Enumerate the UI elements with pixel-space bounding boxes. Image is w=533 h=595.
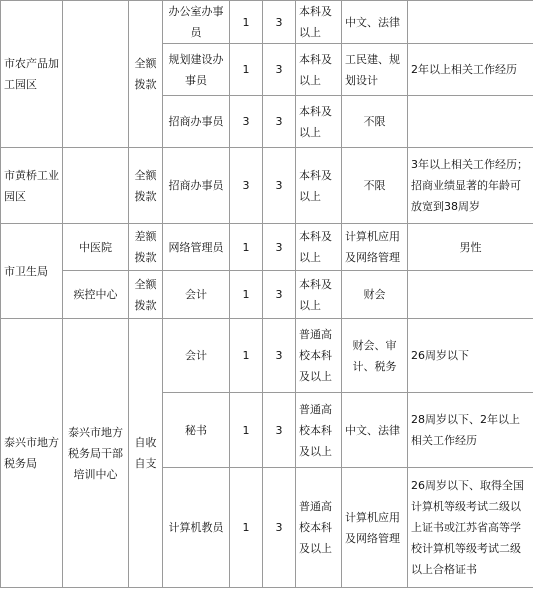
unit-cell: 市黄桥工业园区 [1,148,63,224]
other-cell [408,1,533,44]
education-cell: 本科及以上 [296,1,342,44]
education-cell: 本科及以上 [296,96,342,148]
position-cell: 招商办事员 [163,148,230,224]
position-cell: 招商办事员 [163,96,230,148]
position-cell: 网络管理员 [163,224,230,271]
sub-unit-cell: 泰兴市地方税务局干部培训中心 [63,319,129,588]
other-cell: 28周岁以下、2年以上相关工作经历 [408,393,533,468]
count-cell: 1 [230,1,263,44]
major-cell: 中文、法律 [342,1,408,44]
education-cell: 本科及以上 [296,271,342,319]
education-cell: 本科及以上 [296,148,342,224]
count-cell: 1 [230,44,263,96]
education-cell: 本科及以上 [296,224,342,271]
unit-cell: 市农产品加工园区 [1,1,63,148]
major-cell: 不限 [342,96,408,148]
major-cell: 计算机应用及网络管理 [342,468,408,588]
code-cell: 3 [263,44,296,96]
unit-cell: 泰兴市地方税务局 [1,319,63,588]
position-cell: 规划建设办事员 [163,44,230,96]
funding-cell: 自收自支 [129,319,163,588]
count-cell: 3 [230,96,263,148]
code-cell: 3 [263,1,296,44]
sub-unit-cell [63,1,129,148]
table-row [1,148,533,224]
other-cell: 26周岁以下、取得全国计算机等级考试二级以上证书或江苏省高等学校计算机等级考试二级以上合格证书 [408,468,533,588]
position-cell: 会计 [163,271,230,319]
code-cell: 3 [263,148,296,224]
funding-cell: 全额拨款 [129,148,163,224]
major-cell: 中文、法律 [342,393,408,468]
table-row [1,319,533,393]
other-cell [408,271,533,319]
unit-cell: 市卫生局 [1,224,63,319]
major-cell: 计算机应用及网络管理 [342,224,408,271]
major-cell: 财会、审计、税务 [342,319,408,393]
other-cell: 男性 [408,224,533,271]
funding-cell: 全额拨款 [129,1,163,148]
count-cell: 1 [230,224,263,271]
education-cell: 普通高校本科及以上 [296,468,342,588]
major-cell: 不限 [342,148,408,224]
sub-unit-cell: 疾控中心 [63,271,129,319]
table-row [1,224,533,271]
count-cell: 3 [230,148,263,224]
code-cell: 3 [263,271,296,319]
position-cell: 秘书 [163,393,230,468]
position-cell: 计算机教员 [163,468,230,588]
funding-cell: 全额拨款 [129,271,163,319]
count-cell: 1 [230,271,263,319]
code-cell: 3 [263,468,296,588]
sub-unit-cell: 中医院 [63,224,129,271]
major-cell: 财会 [342,271,408,319]
table-row [1,271,533,319]
other-cell: 2年以上相关工作经历 [408,44,533,96]
education-cell: 普通高校本科及以上 [296,393,342,468]
table-row [1,1,533,44]
other-cell: 3年以上相关工作经历；招商业绩显著的年龄可放宽到38周岁 [408,148,533,224]
code-cell: 3 [263,393,296,468]
code-cell: 3 [263,319,296,393]
funding-cell: 差额拨款 [129,224,163,271]
count-cell: 1 [230,319,263,393]
other-cell: 26周岁以下 [408,319,533,393]
code-cell: 3 [263,224,296,271]
sub-unit-cell [63,148,129,224]
code-cell: 3 [263,96,296,148]
position-cell: 办公室办事员 [163,1,230,44]
major-cell: 工民建、规划设计 [342,44,408,96]
education-cell: 普通高校本科及以上 [296,319,342,393]
other-cell [408,96,533,148]
count-cell: 1 [230,393,263,468]
position-cell: 会计 [163,319,230,393]
count-cell: 1 [230,468,263,588]
education-cell: 本科及以上 [296,44,342,96]
